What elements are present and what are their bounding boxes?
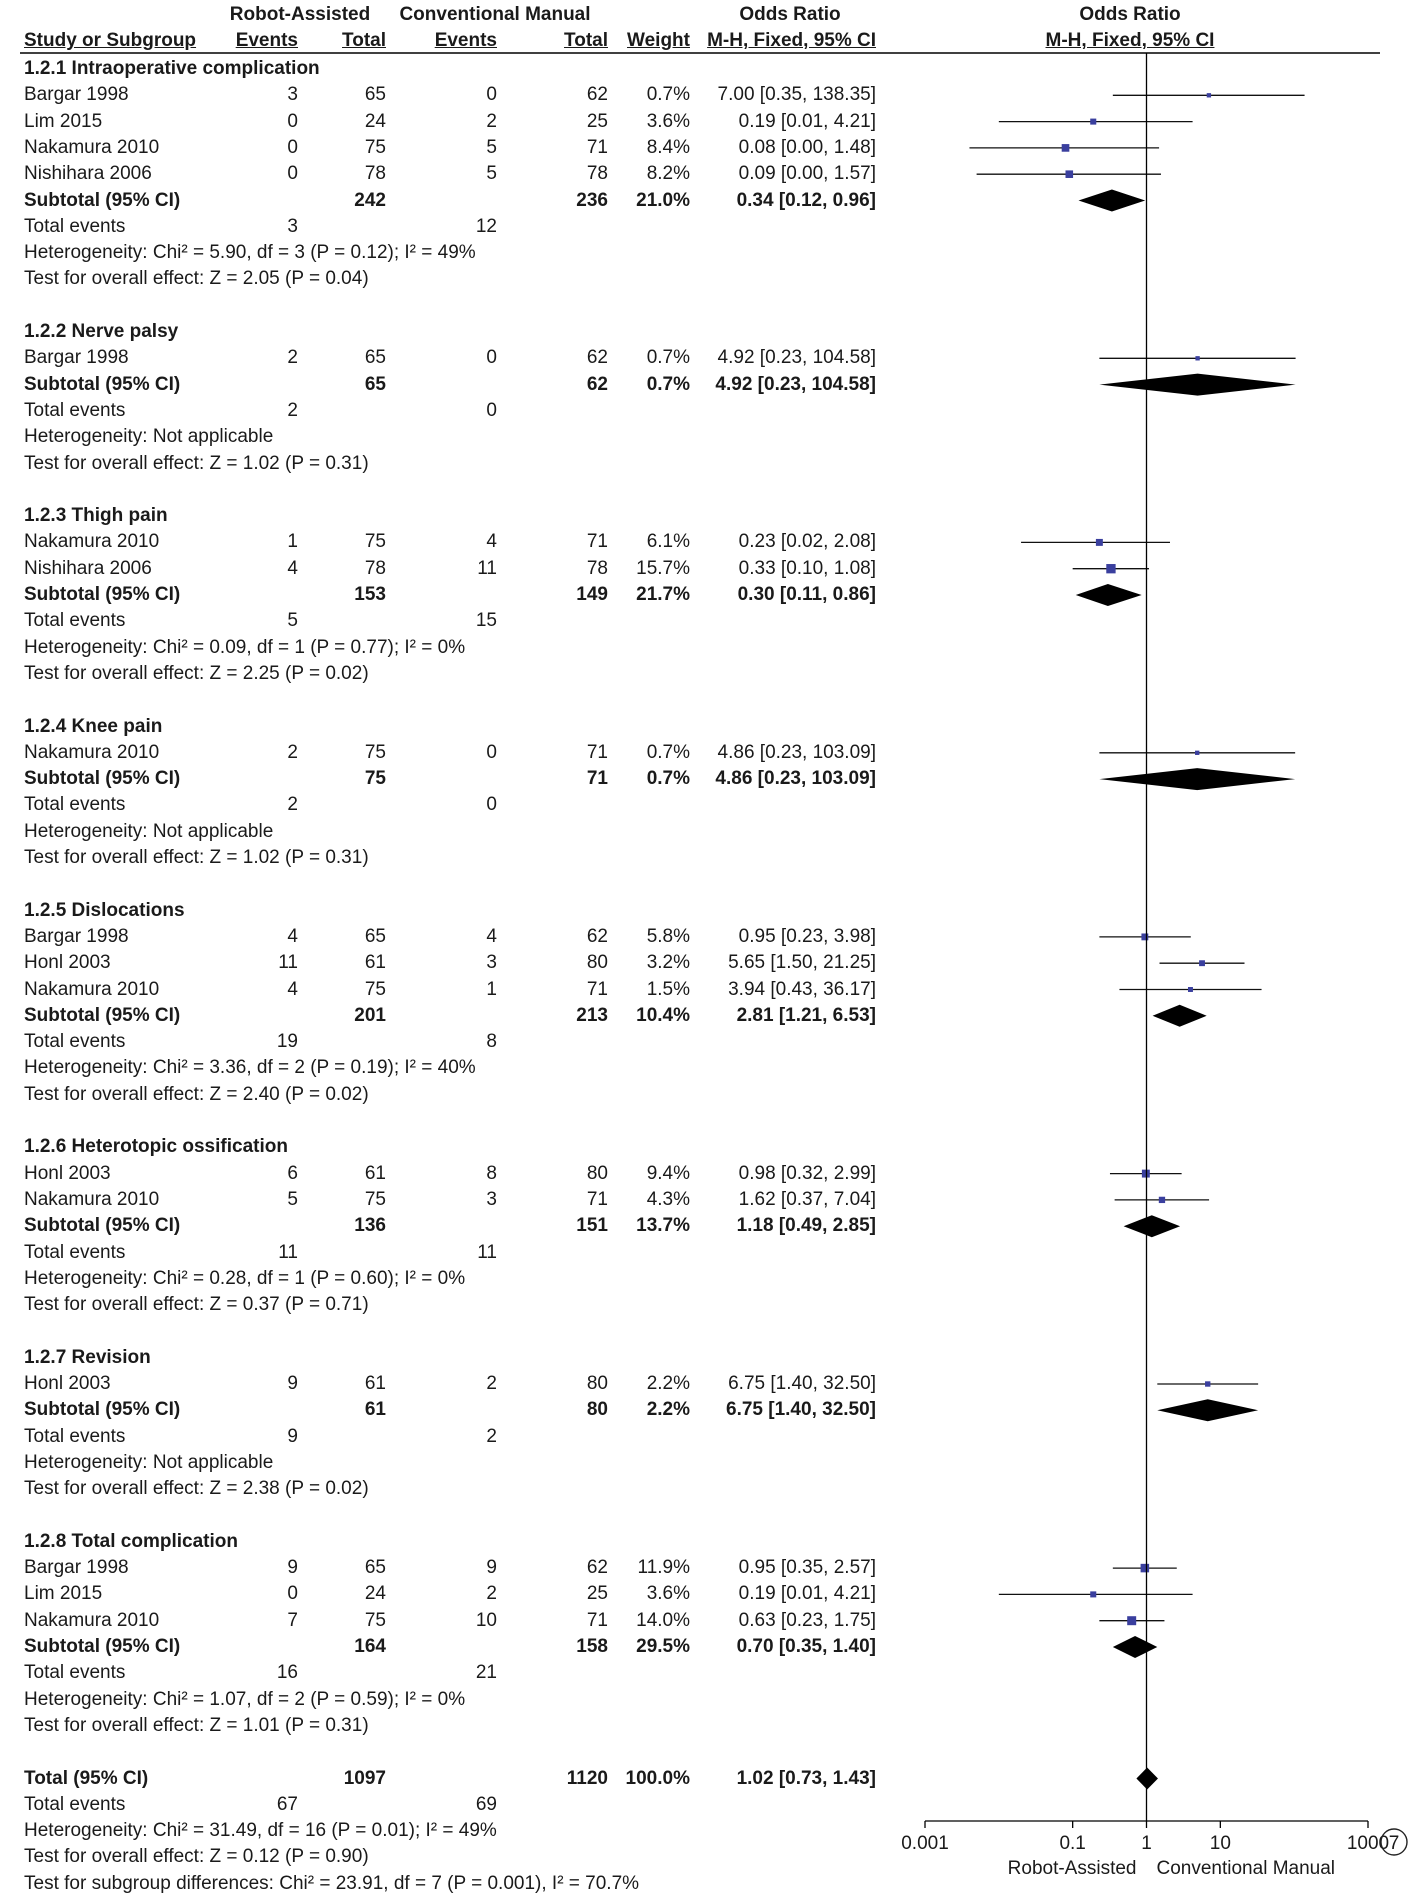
- study-total-manual: 71: [586, 1609, 608, 1631]
- study-total-robot: 75: [364, 531, 386, 553]
- study-events-robot: 3: [287, 84, 298, 106]
- overall-effect-text: Test for overall effect: Z = 1.01 (P = 0.31): [24, 1714, 369, 1736]
- subtotal-weight: 21.0%: [636, 189, 690, 211]
- study-total-manual: 78: [586, 163, 608, 185]
- group2-header: Conventional Manual: [399, 4, 591, 25]
- total-events-manual: 0: [486, 399, 497, 421]
- total-diamond: [1136, 1768, 1158, 1790]
- study-name: Nakamura 2010: [24, 978, 160, 1000]
- subtotal-total-manual: 71: [586, 768, 608, 790]
- total-events-label: Total events: [24, 215, 126, 237]
- subgroup-title: 1.2.5 Dislocations: [24, 899, 185, 921]
- study-total-robot: 75: [364, 978, 386, 1000]
- study-events-manual: 2: [486, 1373, 497, 1394]
- study-marker: [1141, 1564, 1150, 1573]
- subtotal-label: Subtotal (95% CI): [24, 373, 181, 395]
- subtotal-or-ci: 1.18 [0.49, 2.85]: [736, 1215, 876, 1237]
- study-or-ci: 6.75 [1.40, 32.50]: [728, 1373, 876, 1394]
- plot-method-header: M-H, Fixed, 95% CI: [1045, 30, 1215, 51]
- favours-left-label: Robot-Assisted: [1007, 1858, 1137, 1879]
- study-weight: 11.9%: [637, 1557, 690, 1579]
- events2-column-header: Events: [434, 30, 497, 51]
- study-marker: [1106, 564, 1115, 573]
- x-tick-label: 1: [1141, 1833, 1152, 1854]
- subtotal-weight: 0.7%: [646, 373, 690, 395]
- study-events-manual: 3: [486, 1188, 497, 1210]
- subtotal-weight: 29.5%: [636, 1636, 690, 1657]
- subtotal-label: Subtotal (95% CI): [24, 584, 181, 605]
- heterogeneity-text: Heterogeneity: Chi² = 5.90, df = 3 (P = 0.12); I² = 49%: [24, 242, 476, 264]
- subtotal-or-ci: 0.30 [0.11, 0.86]: [737, 584, 876, 605]
- total-heterogeneity-text: Heterogeneity: Chi² = 31.49, df = 16 (P = 0.01); I² = 49%: [24, 1820, 497, 1842]
- study-or-ci: 3.94 [0.43, 36.17]: [728, 978, 876, 1000]
- study-weight: 15.7%: [636, 557, 690, 579]
- subtotal-or-ci: 0.70 [0.35, 1.40]: [736, 1636, 876, 1657]
- study-events-manual: 4: [486, 925, 497, 947]
- study-total-robot: 61: [364, 1162, 386, 1184]
- study-or-ci: 0.23 [0.02, 2.08]: [738, 531, 876, 553]
- study-name: Honl 2003: [24, 952, 111, 974]
- study-weight: 3.6%: [646, 110, 690, 132]
- study-total-manual: 80: [586, 1373, 608, 1394]
- or-method-header: M-H, Fixed, 95% CI: [707, 30, 876, 51]
- heterogeneity-text: Heterogeneity: Chi² = 3.36, df = 2 (P = 0.19); I² = 40%: [24, 1057, 476, 1079]
- total-events-robot: 2: [287, 399, 298, 421]
- subtotal-diamond: [1113, 1636, 1157, 1658]
- heterogeneity-text: Heterogeneity: Chi² = 1.07, df = 2 (P = 0.59); I² = 0%: [24, 1688, 466, 1710]
- study-name: Nakamura 2010: [24, 531, 160, 553]
- subgroup-title: 1.2.2 Nerve palsy: [24, 321, 179, 342]
- overall-effect-text: Test for overall effect: Z = 2.38 (P = 0.02): [24, 1478, 369, 1500]
- study-weight: 14.0%: [636, 1609, 690, 1631]
- study-events-manual: 0: [486, 741, 497, 763]
- total-events-robot: 2: [287, 794, 298, 816]
- study-total-robot: 75: [364, 741, 386, 763]
- study-total-manual: 80: [586, 1162, 608, 1184]
- study-total-robot: 75: [364, 136, 386, 158]
- study-total-manual: 25: [586, 110, 608, 132]
- group1-header: Robot-Assisted: [229, 4, 371, 25]
- subgroup-differences-text: Test for subgroup differences: Chi² = 23.91, df = 7 (P = 0.001), I² = 70.7%: [24, 1872, 640, 1894]
- study-events-manual: 4: [486, 531, 497, 553]
- study-or-ci: 0.95 [0.23, 3.98]: [738, 925, 876, 947]
- total-total-robot: 1097: [343, 1767, 386, 1789]
- x-tick-label: 0.001: [901, 1833, 949, 1854]
- study-marker: [1141, 933, 1148, 940]
- study-or-ci: 0.19 [0.01, 4.21]: [738, 1583, 876, 1605]
- study-or-ci: 0.63 [0.23, 1.75]: [738, 1609, 876, 1631]
- subtotal-or-ci: 2.81 [1.21, 6.53]: [736, 1004, 876, 1026]
- subtotal-or-ci: 4.86 [0.23, 103.09]: [715, 768, 876, 790]
- study-marker: [1127, 1616, 1136, 1625]
- study-marker: [1207, 93, 1211, 97]
- total-events-manual: 12: [475, 215, 497, 237]
- study-name: Nakamura 2010: [24, 1188, 160, 1210]
- study-or-ci: 0.19 [0.01, 4.21]: [738, 110, 876, 132]
- subtotal-total-robot: 136: [354, 1215, 386, 1237]
- study-total-manual: 62: [586, 1557, 608, 1579]
- study-total-robot: 78: [364, 163, 386, 185]
- subtotal-weight: 10.4%: [636, 1004, 690, 1026]
- study-or-ci: 0.09 [0.00, 1.57]: [738, 163, 876, 185]
- study-total-robot: 24: [364, 1583, 386, 1605]
- study-or-ci: 4.92 [0.23, 104.58]: [717, 347, 876, 369]
- subtotal-total-manual: 151: [576, 1215, 608, 1237]
- study-weight: 4.3%: [646, 1188, 690, 1210]
- subtotal-total-robot: 201: [354, 1004, 386, 1026]
- study-marker: [1065, 170, 1073, 178]
- subtotal-diamond: [1157, 1399, 1258, 1421]
- study-or-ci: 5.65 [1.50, 21.25]: [728, 952, 876, 974]
- study-weight: 2.2%: [646, 1373, 690, 1394]
- study-weight: 8.2%: [646, 163, 690, 185]
- study-name: Bargar 1998: [24, 347, 129, 369]
- subtotal-total-manual: 80: [586, 1399, 608, 1421]
- total-events-manual: 21: [475, 1662, 497, 1684]
- overall-effect-text: Test for overall effect: Z = 1.02 (P = 0.31): [24, 847, 369, 868]
- study-marker: [1205, 1381, 1210, 1386]
- study-events-manual: 10: [475, 1609, 497, 1631]
- study-name: Nishihara 2006: [24, 557, 152, 579]
- study-marker: [1188, 987, 1193, 992]
- subtotal-diamond: [1099, 768, 1295, 790]
- total-events-manual: 0: [486, 794, 497, 816]
- study-name: Nakamura 2010: [24, 1609, 160, 1631]
- study-name: Nakamura 2010: [24, 136, 160, 158]
- study-events-manual: 1: [486, 978, 497, 1000]
- study-total-manual: 71: [586, 136, 608, 158]
- total2-column-header: Total: [564, 30, 608, 51]
- total-events-label: Total events: [24, 1241, 126, 1263]
- subtotal-diamond: [1153, 1005, 1207, 1027]
- study-weight: 6.1%: [646, 531, 690, 553]
- study-events-robot: 5: [287, 1188, 298, 1210]
- total-total-manual: 1120: [566, 1767, 608, 1789]
- study-marker: [1090, 1591, 1096, 1597]
- study-events-robot: 9: [287, 1373, 298, 1394]
- total-events-label: Total events: [24, 794, 126, 816]
- study-name: Lim 2015: [24, 1583, 103, 1605]
- subtotal-total-manual: 62: [586, 373, 608, 395]
- subtotal-weight: 2.2%: [646, 1399, 690, 1421]
- study-weight: 3.6%: [646, 1583, 690, 1605]
- study-weight: 5.8%: [646, 925, 690, 947]
- study-marker: [1096, 539, 1103, 546]
- study-total-manual: 78: [586, 557, 608, 579]
- grand-total-events-manual: 69: [475, 1793, 497, 1815]
- study-marker: [1199, 960, 1205, 966]
- subtotal-weight: 13.7%: [636, 1215, 690, 1237]
- total-events-label: Total events: [24, 1425, 126, 1447]
- x-tick-label: 10: [1209, 1833, 1231, 1854]
- study-marker: [1090, 119, 1096, 125]
- total-events-robot: 5: [287, 610, 298, 632]
- study-events-manual: 9: [486, 1557, 497, 1579]
- events1-column-header: Events: [235, 30, 298, 51]
- overall-effect-text: Test for overall effect: Z = 2.40 (P = 0.02): [24, 1083, 369, 1105]
- subgroup-title: 1.2.3 Thigh pain: [24, 505, 168, 527]
- total-events-robot: 19: [276, 1031, 298, 1053]
- subtotal-or-ci: 6.75 [1.40, 32.50]: [726, 1399, 876, 1421]
- study-total-manual: 71: [586, 1188, 608, 1210]
- subtotal-total-robot: 61: [364, 1399, 386, 1421]
- subtotal-total-robot: 153: [354, 584, 386, 605]
- subgroup-title: 1.2.1 Intraoperative complication: [24, 58, 320, 79]
- study-events-robot: 1: [287, 531, 298, 553]
- subtotal-diamond: [1124, 1215, 1180, 1237]
- study-marker: [1159, 1197, 1165, 1203]
- heterogeneity-text: Heterogeneity: Not applicable: [24, 1451, 274, 1473]
- study-total-robot: 61: [364, 1373, 386, 1394]
- overall-effect-text: Test for overall effect: Z = 2.05 (P = 0.04): [24, 268, 369, 290]
- study-total-robot: 65: [364, 925, 386, 947]
- subgroup-title: 1.2.6 Heterotopic ossification: [24, 1136, 288, 1158]
- total-events-label: Total events: [24, 610, 126, 632]
- heterogeneity-text: Heterogeneity: Chi² = 0.28, df = 1 (P = 0.60); I² = 0%: [24, 1267, 466, 1289]
- study-name: Honl 2003: [24, 1162, 111, 1184]
- study-weight: 0.7%: [646, 347, 690, 369]
- x-tick-label: 1000: [1346, 1833, 1390, 1854]
- study-events-manual: 2: [486, 110, 497, 132]
- study-name: Nakamura 2010: [24, 741, 160, 763]
- weight-column-header: Weight: [627, 30, 690, 51]
- subtotal-total-manual: 236: [576, 189, 608, 211]
- study-events-robot: 9: [287, 1557, 298, 1579]
- study-total-manual: 71: [586, 978, 608, 1000]
- subtotal-label: Subtotal (95% CI): [24, 189, 181, 211]
- subtotal-weight: 21.7%: [636, 584, 690, 605]
- study-events-robot: 0: [287, 163, 298, 185]
- subtotal-label: Subtotal (95% CI): [24, 1215, 181, 1237]
- total-events-manual: 11: [477, 1241, 497, 1263]
- study-total-robot: 75: [364, 1609, 386, 1631]
- study-column-header: Study or Subgroup: [24, 30, 197, 51]
- study-events-robot: 7: [287, 1609, 298, 1631]
- study-total-manual: 25: [586, 1583, 608, 1605]
- study-total-manual: 80: [586, 952, 608, 974]
- subtotal-total-robot: 164: [354, 1636, 386, 1657]
- study-weight: 9.4%: [646, 1162, 690, 1184]
- study-total-manual: 71: [586, 531, 608, 553]
- subgroup-title: 1.2.8 Total complication: [24, 1530, 238, 1552]
- study-marker: [1062, 144, 1070, 152]
- plot-header-title: Odds Ratio: [1079, 4, 1181, 25]
- study-name: Nishihara 2006: [24, 163, 152, 185]
- study-or-ci: 4.86 [0.23, 103.09]: [717, 741, 876, 763]
- study-total-robot: 65: [364, 84, 386, 106]
- heterogeneity-text: Heterogeneity: Chi² = 0.09, df = 1 (P = 0.77); I² = 0%: [24, 636, 466, 658]
- total-or-ci: 1.02 [0.73, 1.43]: [736, 1767, 876, 1789]
- total-events-manual: 2: [486, 1425, 497, 1447]
- study-events-robot: 0: [287, 136, 298, 158]
- subtotal-total-robot: 65: [364, 373, 386, 395]
- study-events-robot: 11: [278, 952, 298, 974]
- study-weight: 3.2%: [646, 952, 690, 974]
- grand-total-events-robot: 67: [276, 1793, 298, 1815]
- study-events-robot: 6: [287, 1162, 298, 1184]
- study-events-manual: 0: [486, 347, 497, 369]
- study-events-manual: 0: [486, 84, 497, 106]
- total-events-label: Total events: [24, 1031, 126, 1053]
- overall-effect-text: Test for overall effect: Z = 2.25 (P = 0.02): [24, 662, 369, 684]
- study-total-robot: 75: [364, 1188, 386, 1210]
- study-weight: 8.4%: [646, 136, 690, 158]
- study-marker: [1195, 751, 1199, 755]
- subtotal-total-robot: 242: [354, 189, 386, 211]
- study-name: Lim 2015: [24, 110, 103, 132]
- study-events-robot: 0: [287, 110, 298, 132]
- study-events-manual: 11: [477, 557, 497, 579]
- overall-effect-text: Test for overall effect: Z = 0.37 (P = 0.71): [24, 1294, 369, 1316]
- study-events-robot: 4: [287, 978, 298, 1000]
- study-or-ci: 0.08 [0.00, 1.48]: [738, 136, 876, 158]
- total-events-manual: 15: [475, 610, 497, 632]
- subtotal-label: Subtotal (95% CI): [24, 1004, 181, 1026]
- subtotal-diamond: [1079, 190, 1146, 212]
- study-marker: [1195, 356, 1199, 360]
- study-total-robot: 24: [364, 110, 386, 132]
- favours-right-label: Conventional Manual: [1156, 1858, 1336, 1879]
- study-or-ci: 1.62 [0.37, 7.04]: [738, 1188, 876, 1210]
- subgroup-title: 1.2.4 Knee pain: [24, 715, 163, 737]
- study-total-robot: 78: [364, 557, 386, 579]
- study-or-ci: 0.33 [0.10, 1.08]: [738, 557, 876, 579]
- study-total-robot: 65: [364, 1557, 386, 1579]
- study-events-manual: 5: [486, 163, 497, 185]
- study-events-manual: 8: [486, 1162, 497, 1184]
- subtotal-label: Subtotal (95% CI): [24, 1636, 181, 1657]
- total-overall-effect-text: Test for overall effect: Z = 0.12 (P = 0.90): [24, 1846, 369, 1868]
- total-events-robot: 16: [276, 1662, 298, 1684]
- subtotal-label: Subtotal (95% CI): [24, 1399, 181, 1421]
- subtotal-label: Subtotal (95% CI): [24, 768, 181, 790]
- study-total-manual: 62: [586, 347, 608, 369]
- study-events-robot: 4: [287, 925, 298, 947]
- subtotal-total-manual: 158: [576, 1636, 608, 1657]
- total-events-robot: 9: [287, 1425, 298, 1447]
- study-total-manual: 62: [586, 84, 608, 106]
- study-weight: 1.5%: [646, 978, 690, 1000]
- subgroup-title: 1.2.7 Revision: [24, 1346, 151, 1368]
- overall-effect-text: Test for overall effect: Z = 1.02 (P = 0.31): [24, 452, 369, 474]
- total-events-manual: 8: [486, 1031, 497, 1053]
- study-name: Bargar 1998: [24, 1557, 129, 1579]
- total-weight: 100.0%: [625, 1767, 690, 1789]
- or-header-title: Odds Ratio: [739, 4, 841, 25]
- subtotal-diamond: [1076, 584, 1142, 606]
- grand-total-events-label: Total events: [24, 1793, 126, 1815]
- study-events-manual: 3: [486, 952, 497, 974]
- study-total-manual: 62: [586, 925, 608, 947]
- study-events-manual: 2: [486, 1583, 497, 1605]
- total-events-robot: 11: [278, 1241, 298, 1263]
- study-events-robot: 2: [287, 347, 298, 369]
- total-events-label: Total events: [24, 399, 126, 421]
- study-or-ci: 7.00 [0.35, 138.35]: [717, 84, 876, 106]
- total-label: Total (95% CI): [24, 1767, 149, 1789]
- total-events-label: Total events: [24, 1662, 126, 1684]
- study-total-robot: 65: [364, 347, 386, 369]
- figure-number: 7: [1388, 1833, 1400, 1854]
- study-events-robot: 2: [287, 741, 298, 763]
- study-name: Bargar 1998: [24, 925, 129, 947]
- study-events-manual: 5: [486, 136, 497, 158]
- heterogeneity-text: Heterogeneity: Not applicable: [24, 426, 274, 448]
- heterogeneity-text: Heterogeneity: Not applicable: [24, 820, 274, 842]
- subtotal-diamond: [1099, 374, 1295, 396]
- total-events-robot: 3: [287, 215, 298, 237]
- study-name: Bargar 1998: [24, 84, 129, 106]
- study-events-robot: 4: [287, 557, 298, 579]
- study-total-robot: 61: [364, 952, 386, 974]
- subtotal-total-manual: 149: [576, 584, 608, 605]
- study-or-ci: 0.98 [0.32, 2.99]: [738, 1162, 876, 1184]
- subtotal-or-ci: 4.92 [0.23, 104.58]: [715, 373, 876, 395]
- study-weight: 0.7%: [646, 84, 690, 106]
- subtotal-total-manual: 213: [576, 1004, 608, 1026]
- study-or-ci: 0.95 [0.35, 2.57]: [738, 1557, 876, 1579]
- subtotal-total-robot: 75: [364, 768, 386, 790]
- x-tick-label: 0.1: [1059, 1833, 1086, 1854]
- total1-column-header: Total: [342, 30, 386, 51]
- subtotal-or-ci: 0.34 [0.12, 0.96]: [736, 189, 876, 211]
- study-total-manual: 71: [586, 741, 608, 763]
- study-name: Honl 2003: [24, 1373, 111, 1394]
- subtotal-weight: 0.7%: [646, 768, 690, 790]
- study-weight: 0.7%: [646, 741, 690, 763]
- study-events-robot: 0: [287, 1583, 298, 1605]
